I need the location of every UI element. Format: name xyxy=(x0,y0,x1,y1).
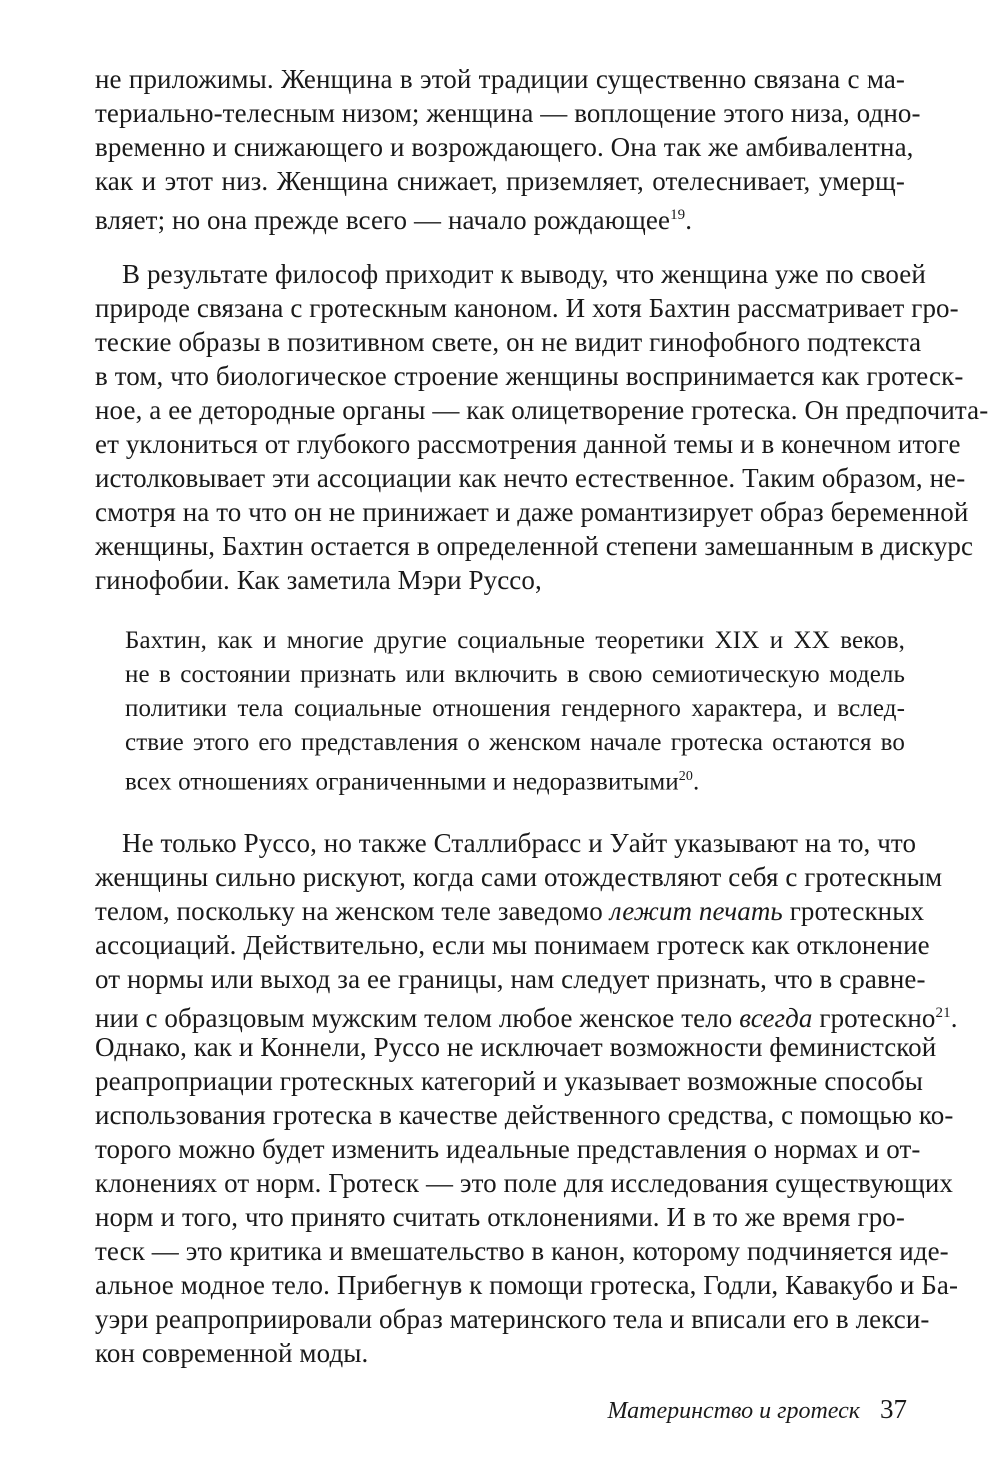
footnote-ref: 19 xyxy=(670,207,686,223)
text-line xyxy=(95,895,925,927)
text-line: торого можно будет изменить идеальные представления о нормах и от- xyxy=(95,1134,921,1164)
text-line: уэри реапроприировали образ материнского тела и вписали его в лекси- xyxy=(95,1304,930,1334)
text-line: использования гротеска в качестве действенного средства, с помощью ко- xyxy=(95,1100,954,1130)
text-line: териально-телесным низом; женщина — воплощение этого низа, одно- xyxy=(95,98,921,128)
text-line: природе связана с гротескным каноном. И хотя Бахтин рассматривает гро- xyxy=(95,293,959,323)
emphasis: лежит печать xyxy=(609,896,783,926)
text-span: гротескно xyxy=(819,1003,936,1033)
footnote-ref: 20 xyxy=(678,769,693,784)
text-line: временно и снижающего и возрождающего. Она так же амбивалентна, xyxy=(95,132,914,162)
quote-line: политики тела социальные отношения гендерного характера, и вслед- xyxy=(125,695,905,722)
text-span: гротескных xyxy=(789,896,925,926)
text-line xyxy=(95,997,958,1033)
text-line: женщины, Бахтин остается в определенной степени замешанным в дискурс xyxy=(95,531,974,561)
quote-line: Бахтин, как и многие другие социальные теоретики XIX и XX веков, xyxy=(125,627,905,654)
text-span: всех отношениях ограниченными и недоразвитыми xyxy=(125,768,679,796)
text-line: как и этот низ. Женщина снижает, приземляет, отелеснивает, умерщ- xyxy=(95,166,905,196)
running-title: Материнство и гротеск xyxy=(607,1398,860,1424)
text-line: реапроприации гротескных категорий и указывает возможные способы xyxy=(95,1066,924,1096)
text-line: теские образы в позитивном свете, он не видит гинофобного подтекста xyxy=(95,327,922,357)
text-line xyxy=(95,199,905,235)
text-span: . xyxy=(692,768,700,796)
text-line: ассоциаций. Действительно, если мы понимаем гротеск как отклонение xyxy=(95,930,930,960)
text-line: ное, а ее детородные органы — как олицетворение гротеска. Он предпочита- xyxy=(95,395,989,425)
text-span: телом, поскольку на женском теле заведомо xyxy=(95,896,603,926)
text-line: кон современной моды. xyxy=(95,1338,369,1368)
page-number: 37 xyxy=(880,1394,907,1424)
quote-line xyxy=(125,761,905,796)
text-line: в том, что биологическое строение женщины воспринимается как гротеск- xyxy=(95,361,964,391)
footnote-ref: 21 xyxy=(935,1005,951,1021)
text-line: не приложимы. Женщина в этой традиции существенно связана с ма- xyxy=(95,64,905,94)
text-line: от нормы или выход за ее границы, нам следует признать, что в сравне- xyxy=(95,964,926,994)
text-span: нии с образцовым мужским телом любое женское тело xyxy=(95,1003,733,1033)
text-line: Однако, как и Коннели, Руссо не исключает возможности феминистской xyxy=(95,1032,937,1062)
text-line: смотря на то что он не принижает и даже романтизирует образ беременной xyxy=(95,497,969,527)
quote-line: не в состоянии признать или включить в свою семиотическую модель xyxy=(125,661,905,688)
text-line: ет уклониться от глубокого рассмотрения данной темы и в конечном итоге xyxy=(95,429,961,459)
text-span: вляет; но она прежде всего — начало рождающее xyxy=(95,205,671,235)
text-line: Не только Руссо, но также Сталлибрасс и Уайт указывают на то, что xyxy=(122,828,917,858)
text-line: В результате философ приходит к выводу, что женщина уже по своей xyxy=(122,259,926,289)
page-footer xyxy=(607,1393,907,1427)
text-line: гинофобии. Как заметила Мэри Руссо, xyxy=(95,565,542,595)
text-line: женщины сильно рискуют, когда сами отождествляют себя с гротескным xyxy=(95,862,943,892)
text-span: . xyxy=(685,205,693,235)
emphasis: всегда xyxy=(739,1003,813,1033)
text-line: клонениях от норм. Гротеск — это поле для исследования существующих xyxy=(95,1168,953,1198)
text-line: истолковывает эти ассоциации как нечто естественное. Таким образом, не- xyxy=(95,463,966,493)
quote-line: ствие этого его представления о женском начале гротеска остаются во xyxy=(125,729,905,756)
text-line: норм и того, что принято считать отклонениями. И в то же время гро- xyxy=(95,1202,905,1232)
text-line: теск — это критика и вмешательство в канон, которому подчиняется иде- xyxy=(95,1236,949,1266)
text-span: . xyxy=(950,1003,958,1033)
text-line: альное модное тело. Прибегнув к помощи гротеска, Годли, Кавакубо и Ба- xyxy=(95,1270,959,1300)
